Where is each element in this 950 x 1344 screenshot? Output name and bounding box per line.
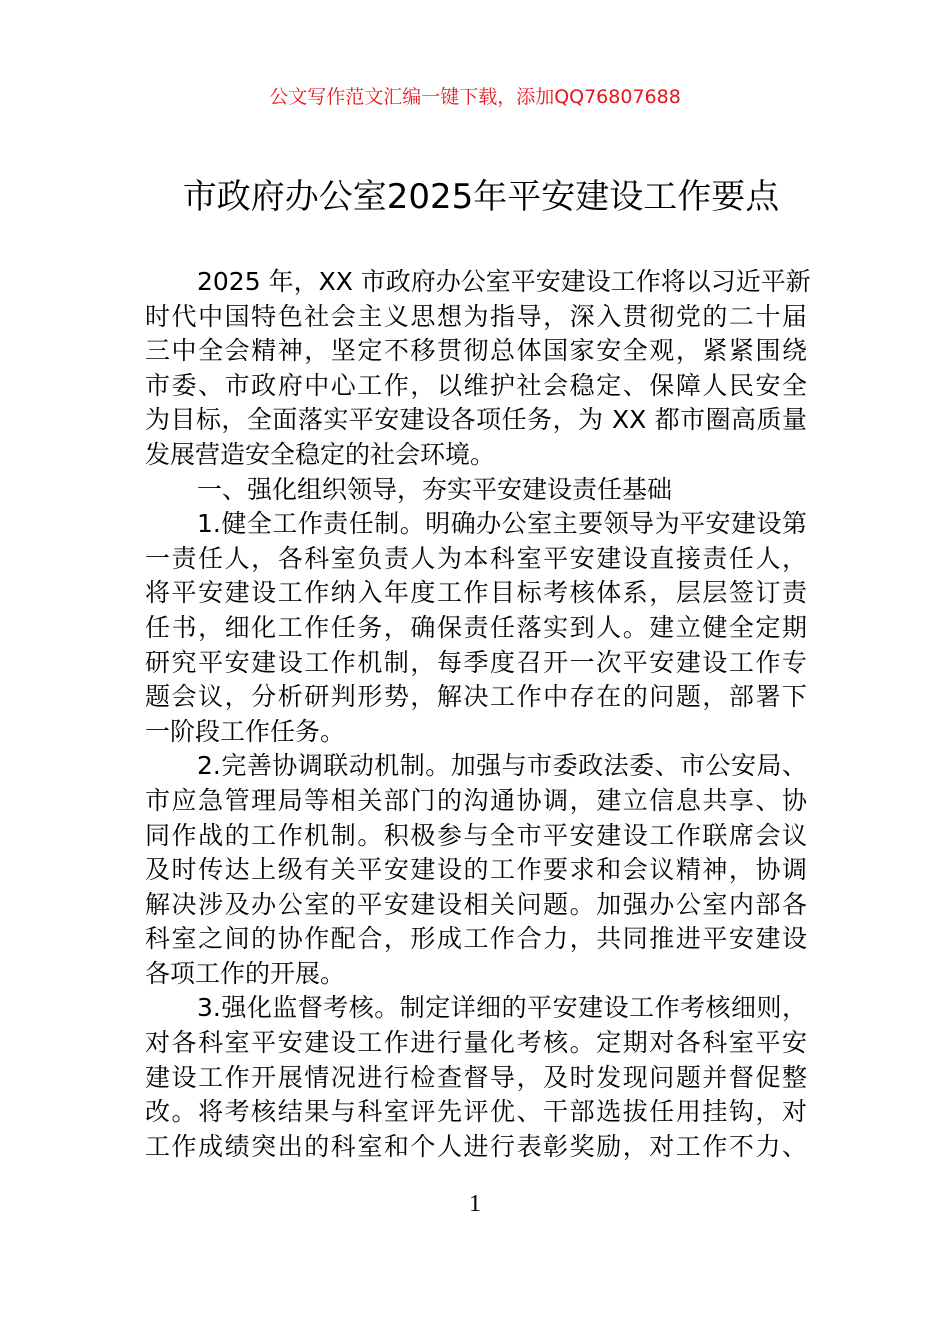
- text-line: 研究平安建设工作机制，每季度召开一次平安建设工作专: [145, 647, 807, 677]
- text-line: 时代中国特色社会主义思想为指导，深入贯彻党的二十届: [145, 301, 807, 331]
- text-line: 将平安建设工作纳入年度工作目标考核体系，层层签订责: [145, 578, 807, 608]
- text-line: 同作战的工作机制。积极参与全市平安建设工作联席会议: [145, 820, 807, 850]
- document-body: [145, 265, 811, 1164]
- document-title: 市政府办公室2025年平安建设工作要点: [182, 177, 780, 217]
- page-number: 1: [469, 1191, 481, 1217]
- text-line: 一责任人，各科室负责人为本科室平安建设直接责任人，: [145, 543, 807, 573]
- text-line: 为目标，全面落实平安建设各项任务，为 XX 都市圈高质量: [145, 405, 807, 435]
- text-line: 2025 年，XX 市政府办公室平安建设工作将以习近平新: [197, 267, 811, 296]
- text-line: 科室之间的协作配合，形成工作合力，共同推进平安建设: [145, 924, 807, 954]
- text-line: 题会议，分析研判形势，解决工作中存在的问题，部署下: [145, 682, 807, 712]
- text-line: 三中全会精神，坚定不移贯彻总体国家安全观，紧紧围绕: [145, 336, 807, 366]
- text-line: 任书，细化工作任务，确保责任落实到人。建立健全定期: [145, 612, 807, 642]
- text-line: 工作成绩突出的科室和个人进行表彰奖励，对工作不力、: [145, 1131, 807, 1161]
- text-line: 各项工作的开展。: [145, 958, 346, 988]
- text-line: 建设工作开展情况进行检查督导，及时发现问题并督促整: [145, 1062, 807, 1092]
- download-notice: 公文写作范文汇编一键下载，添加QQ76807688: [269, 86, 681, 108]
- text-line: 1.健全工作责任制。明确办公室主要领导为平安建设第: [197, 509, 807, 539]
- paragraph: [145, 991, 807, 1164]
- text-line: 3.强化监督考核。制定详细的平安建设工作考核细则，: [197, 993, 807, 1023]
- text-line: 及时传达上级有关平安建设的工作要求和会议精神，协调: [145, 855, 807, 885]
- text-line: 市委、市政府中心工作，以维护社会稳定、保障人民安全: [145, 370, 807, 400]
- text-line: 一、强化组织领导，夯实平安建设责任基础: [197, 474, 673, 504]
- text-line: 解决涉及办公室的平安建设相关问题。加强办公室内部各: [145, 889, 807, 919]
- paragraph: [145, 749, 807, 991]
- text-line: 2.完善协调联动机制。加强与市委政法委、市公安局、: [197, 751, 807, 781]
- paragraph: [145, 507, 807, 749]
- text-line: 一阶段工作任务。: [145, 716, 346, 746]
- text-line: 改。将考核结果与科室评先评优、干部选拔任用挂钩，对: [145, 1097, 807, 1127]
- text-line: 市应急管理局等相关部门的沟通协调，建立信息共享、协: [145, 785, 807, 815]
- paragraph: [145, 265, 811, 473]
- text-line: 发展营造安全稳定的社会环境。: [145, 439, 496, 469]
- section-heading: [145, 473, 807, 508]
- text-line: 对各科室平安建设工作进行量化考核。定期对各科室平安: [145, 1028, 807, 1058]
